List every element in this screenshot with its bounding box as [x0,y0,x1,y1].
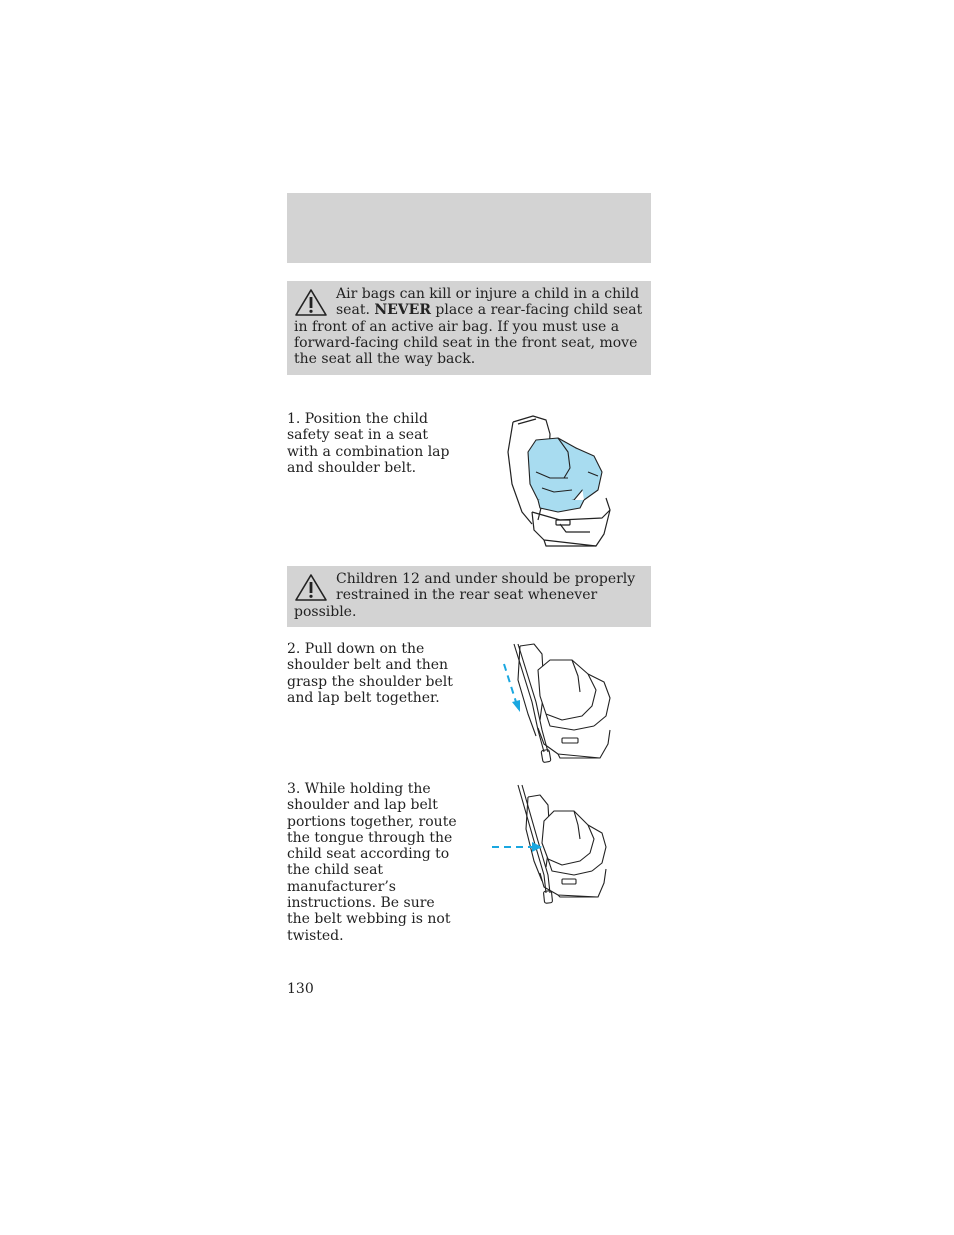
warning-text-end: place a rear-facing child seat in front of an active air bag. If you must use a forward-facing child seat in the front seat, move the seat all the way back. [294,302,643,368]
warning-text-start: Air bags can kill or injure a child in a child seat. [336,286,640,319]
rear-seat-warning-box [287,566,651,627]
step-1-text: 1. Position the child safety seat in a seat with a combination lap and shoulder belt. [287,411,450,476]
warning-text: Children 12 and under should be properly restrained in the rear seat whenever possible. [294,571,636,620]
page-number: 130 [287,981,314,997]
step-3-text: 3. While holding the shoulder and lap belt portions together, route the tongue through the child seat according to the child seat manufacturer’s instructions. Be sure the belt webbing is not twisted. [287,781,457,944]
airbag-warning-box [287,281,651,375]
warning-emphasis: NEVER [374,302,431,319]
step-2-text: 2. Pull down on the shoulder belt and then grasp the shoulder belt and lap belt together. [287,641,453,706]
tongue-routing-illustration [488,781,612,907]
section-header-band [287,193,651,263]
warning-triangle-icon [294,288,328,318]
child-seat-illustration-1 [498,412,618,550]
warning-triangle-icon [294,573,328,603]
shoulder-belt-illustration [498,640,618,766]
